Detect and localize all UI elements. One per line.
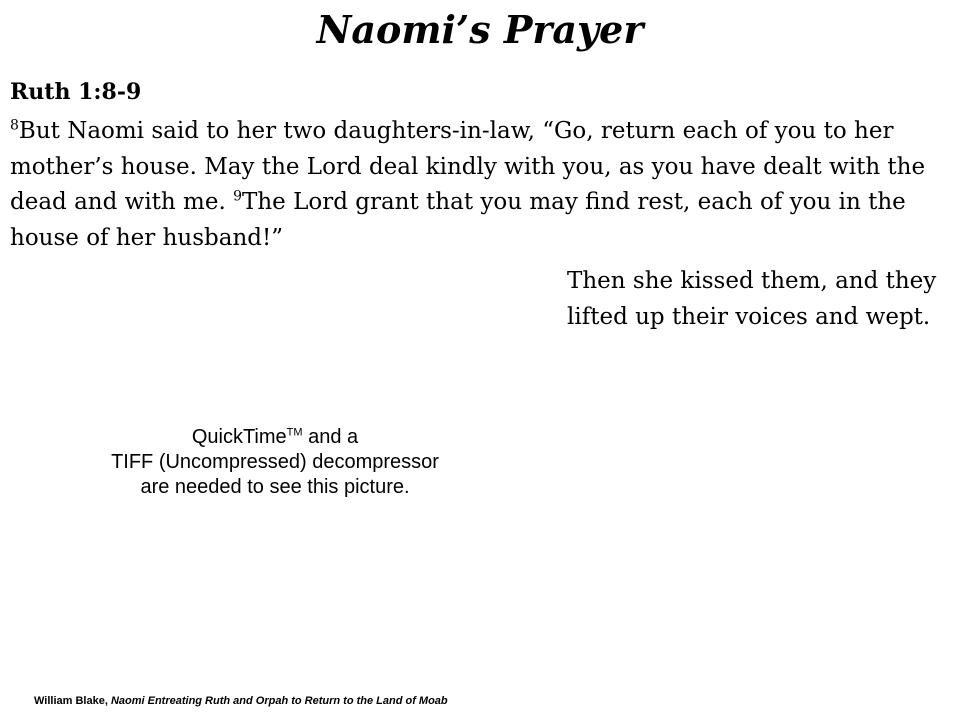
verse-9-text: The Lord grant that you may find rest, each of you in the house of her husband!” [10, 189, 906, 251]
scripture-reference: Ruth 1:8-9 [10, 79, 142, 105]
image-caption [34, 694, 448, 708]
passage-continuation: Then she kissed them, and they lifted up their voices and wept. [567, 268, 937, 330]
caption-artwork-title: Naomi Entreating Ruth and Orpah to Return to the Land of Moab [110, 695, 448, 707]
placeholder-line-2: TIFF (Uncompressed) decompressor [111, 451, 439, 473]
caption-artist: William Blake, [34, 695, 111, 707]
verse-number-8: 8 [10, 117, 19, 134]
trademark-symbol: TM [286, 426, 303, 439]
verse-number-9: 9 [233, 188, 243, 205]
scripture-passage [10, 114, 955, 256]
placeholder-line-1: QuickTime™ and a [191, 426, 359, 448]
missing-image-placeholder [90, 425, 460, 500]
verse-8-text: But Naomi said to her two daughters-in-law, “Go, return each of you to her mother’s house. May the Lord deal kindly with you, as you have dealt with the dead and with me. [10, 118, 926, 215]
placeholder-line-3: are needed to see this picture. [140, 476, 410, 498]
slide-title: Naomi’s Prayer [316, 7, 644, 52]
